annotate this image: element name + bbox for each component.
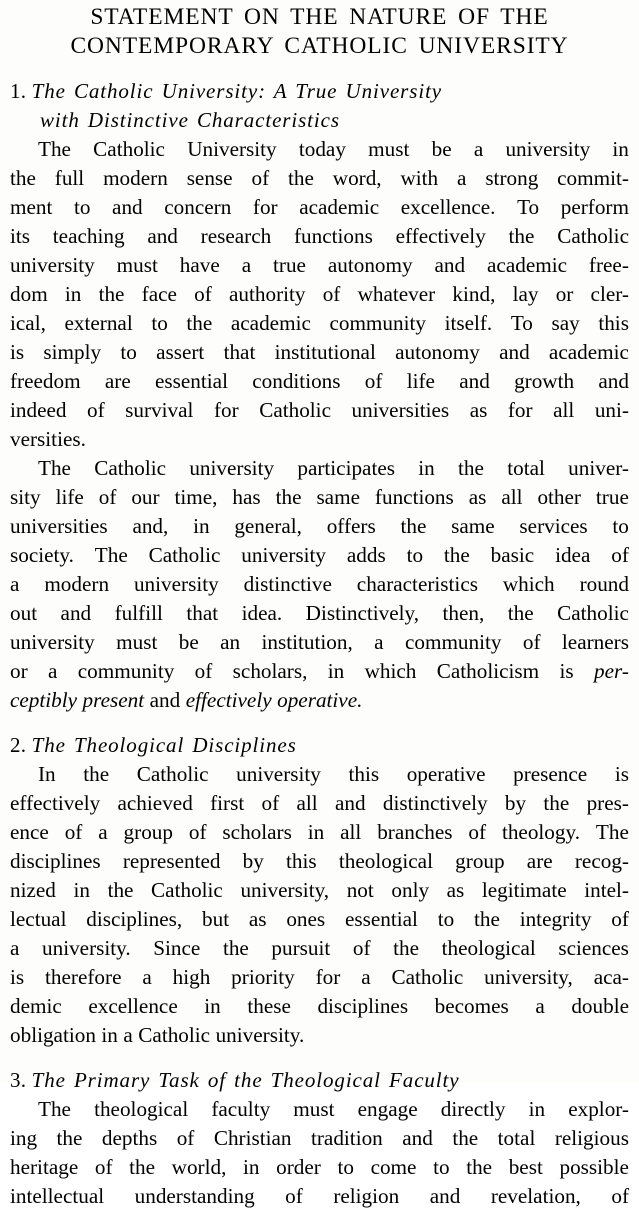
- text-line: freedom are essential conditions of life and growth and: [10, 369, 629, 393]
- text-line: lectual disciplines, but as ones essential to the integrity of: [10, 907, 629, 931]
- text-line: sity life of our time, has the same functions as all other true: [10, 485, 629, 509]
- text-line: ing the depths of Christian tradition and the total religious: [10, 1126, 629, 1150]
- section-number-2: 2.: [10, 733, 27, 757]
- section-number-1: 1.: [10, 79, 27, 103]
- text-line: demic excellence in these disciplines becomes a double: [10, 994, 629, 1018]
- paragraph: [10, 135, 629, 454]
- section-heading-3: [10, 1050, 629, 1095]
- paragraph: [10, 1095, 629, 1211]
- section-heading-2: [10, 715, 629, 760]
- text-line: or a community of scholars, in which Catholicism is per-: [10, 659, 629, 683]
- text-line: The Catholic university participates in the total univer-: [38, 456, 629, 480]
- text-line: effectively achieved first of all and distinctively by the pres-: [10, 791, 629, 815]
- text-line: In the Catholic university this operative presence is: [38, 762, 629, 786]
- paragraph: [10, 760, 629, 1050]
- text-line: disciplines represented by this theological group are recog-: [10, 849, 629, 873]
- text-line: ence of a group of scholars in all branches of theology. The: [10, 820, 629, 844]
- text-line: versities.: [10, 427, 86, 451]
- paragraph: [10, 454, 629, 715]
- text-line: universities and, in general, offers the same services to: [10, 514, 629, 538]
- text-line: university must have a true autonomy and academic free-: [10, 253, 629, 277]
- section-title-2-line-1: The Theological Disciplines: [31, 733, 297, 757]
- text-line: society. The Catholic university adds to the basic idea of: [10, 543, 629, 567]
- text-line: ceptibly present and effectively operative.: [10, 688, 363, 712]
- document-title-line-1: STATEMENT ON THE NATURE OF THE: [90, 4, 549, 30]
- text-line: dom in the face of authority of whatever kind, lay or cler-: [10, 282, 629, 306]
- document-title: [10, 0, 629, 61]
- text-line: is simply to assert that institutional autonomy and academic: [10, 340, 629, 364]
- text-line: university must be an institution, a community of learners: [10, 630, 629, 654]
- section-title-1-line-2: with Distinctive Characteristics: [40, 108, 340, 132]
- text-line: The Catholic University today must be a university in: [38, 137, 629, 161]
- text-line: obligation in a Catholic university.: [10, 1023, 305, 1047]
- text-line: its teaching and research functions effectively the Catholic: [10, 224, 629, 248]
- text-line: indeed of survival for Catholic universities as for all uni-: [10, 398, 629, 422]
- text-line: The theological faculty must engage directly in explor-: [38, 1097, 629, 1121]
- text-line: intellectual understanding of religion and revelation, of: [10, 1184, 629, 1208]
- section-number-3: 3.: [10, 1068, 27, 1092]
- text-line: a university. Since the pursuit of the theological sciences: [10, 936, 629, 960]
- text-line: the full modern sense of the word, with a strong commit-: [10, 166, 629, 190]
- section-title-1-line-1: The Catholic University: A True University: [31, 79, 443, 103]
- text-line: ical, external to the academic community itself. To say this: [10, 311, 629, 335]
- text-line: a modern university distinctive characteristics which round: [10, 572, 629, 596]
- text-line: out and fulfill that idea. Distinctively, then, the Catholic: [10, 601, 629, 625]
- page-content: [10, 0, 629, 1211]
- section-heading-1: [10, 61, 629, 135]
- section-title-3-line-1: The Primary Task of the Theological Faculty: [31, 1068, 460, 1092]
- text-line: heritage of the world, in order to come to the best possible: [10, 1155, 629, 1179]
- text-line: ment to and concern for academic excellence. To perform: [10, 195, 629, 219]
- text-line: nized in the Catholic university, not only as legitimate intel-: [10, 878, 629, 902]
- text-line: is therefore a high priority for a Catholic university, aca-: [10, 965, 629, 989]
- document-title-line-2: CONTEMPORARY CATHOLIC UNIVERSITY: [70, 33, 569, 59]
